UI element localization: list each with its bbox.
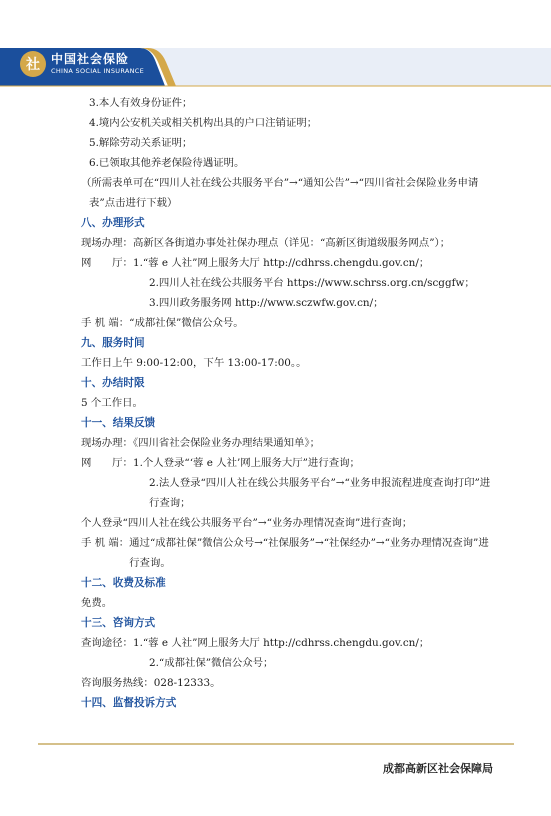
- logo-chinese-text: 中国社会保险: [51, 52, 130, 67]
- logo: [20, 51, 144, 77]
- query-channel-item: 2.“成都社保”微信公众号；: [149, 657, 274, 669]
- onsite-result-text: 现场办理：《四川省社会保险业务办理结果通知单》；: [81, 437, 320, 449]
- list-item: 6.已领取其他养老保险待遇证明。: [89, 157, 245, 169]
- onsite-handling-row: [81, 233, 499, 253]
- section-title-handling-form: 八、办理形式: [81, 217, 145, 229]
- query-channel-row: [81, 633, 499, 653]
- row-label: 手 机 端：: [81, 537, 130, 549]
- list-item: 3.本人有效身份证件；: [89, 97, 193, 109]
- logo-english-text: CHINA SOCIAL INSURANCE: [51, 67, 145, 76]
- online-hall-item: 2.四川人社在线公共服务平台 https://www.schrss.org.cn/scggfw；: [149, 277, 475, 289]
- row-value: 1.个人登录“‘蓉 e 人社’网上服务大厅”进行查询；: [132, 457, 360, 469]
- row-label: 现场办理：: [81, 237, 133, 249]
- online-result-row: [81, 453, 499, 473]
- row-value: “成都社保”微信公众号。: [129, 317, 244, 329]
- service-hours-text: 工作日上午 9:00-12:00，下午 13:00-17:00。。: [81, 357, 307, 369]
- online-result-item: 2.法人登录“四川人社在线公共服务平台”→“业务申报流程进度查询打印”进行查询；: [149, 477, 491, 509]
- section-title-fees: 十二、收费及标准: [81, 577, 166, 589]
- row-label: 网 厅：: [81, 257, 133, 269]
- list-item: 5.解除劳动关系证明；: [89, 137, 193, 149]
- section-title-time-limit: 十、办结时限: [81, 377, 145, 389]
- row-label: 手 机 端：: [81, 317, 130, 329]
- time-limit-text: 5 个工作日。: [81, 397, 143, 409]
- hotline-text: 咨询服务热线：028-12333。: [81, 677, 221, 689]
- footer-organization: 成都高新区社会保障局: [383, 762, 493, 775]
- row-label: 查询途径：: [81, 637, 133, 649]
- personal-query-text: 个人登录“四川人社在线公共服务平台”→“业务办理情况查询”进行查询；: [81, 517, 413, 529]
- online-hall-item: 3.四川政务服务网 http://www.sczwfw.gov.cn/；: [149, 297, 384, 309]
- mobile-result-row: [81, 533, 499, 573]
- section-title-consultation: 十三、咨询方式: [81, 617, 156, 629]
- section-title-complaints: 十四、监督投诉方式: [81, 697, 177, 709]
- section-title-result-feedback: 十一、结果反馈: [81, 417, 156, 429]
- online-hall-row: [81, 253, 499, 273]
- form-download-note: （所需表单可在“四川人社在线公共服务平台”→“通知公告”→“四川省社会保险业务申请表”点击进行下载）: [81, 177, 479, 209]
- section-title-service-hours: 九、服务时间: [81, 337, 145, 349]
- row-value: 高新区各街道办事处社保办理点（详见：“高新区街道级服务网点”）；: [132, 237, 451, 249]
- row-label: 网 厅：: [81, 457, 133, 469]
- mobile-row: [81, 313, 499, 333]
- footer-divider: [38, 743, 514, 745]
- row-value: 1.“蓉 e 人社”网上服务大厅 http://cdhrss.chengdu.gov.cn/；: [132, 257, 430, 269]
- row-value: 通过“成都社保”微信公众号→“社保服务”→“社保经办”→“业务办理情况查询”进行查询。: [129, 537, 489, 569]
- list-item: 4.境内公安机关或相关机构出具的户口注销证明；: [89, 117, 318, 129]
- social-insurance-logo-icon: 社: [20, 51, 46, 77]
- banner-light-right: [150, 48, 551, 86]
- row-value: 1.“蓉 e 人社”网上服务大厅 http://cdhrss.chengdu.gov.cn/；: [132, 637, 430, 649]
- document-body: [81, 93, 499, 713]
- fees-text: 免费。: [81, 597, 113, 609]
